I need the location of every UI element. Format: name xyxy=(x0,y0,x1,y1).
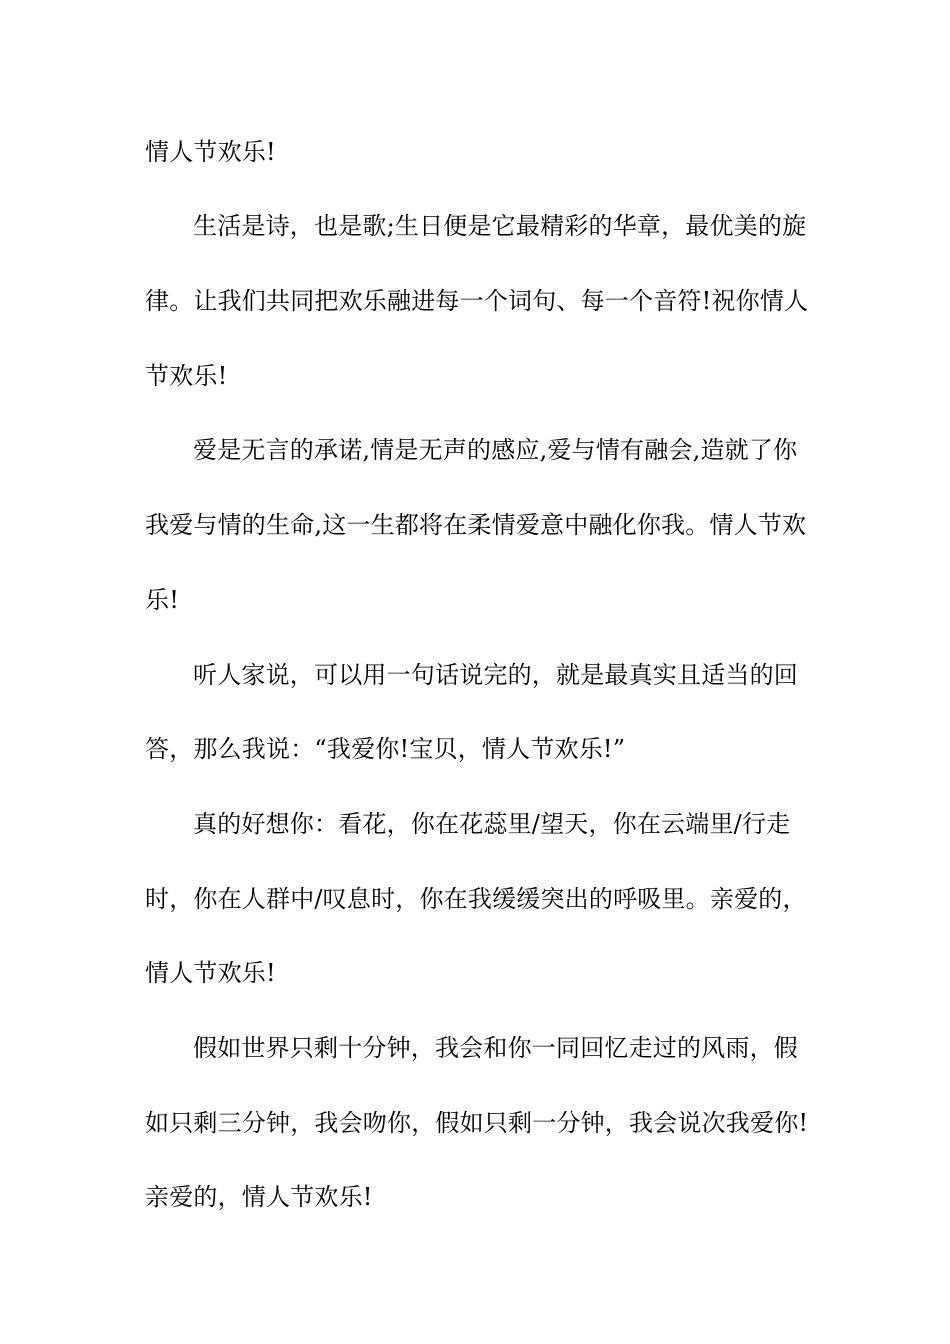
paragraph-first-line: 假如世界只剩十分钟，我会和你一同回忆走过的风雨，假 xyxy=(193,1034,798,1062)
text-line: 情人节欢乐! xyxy=(145,959,276,987)
text-line: 我爱与情的生命,这一生都将在柔情爱意中融化你我。情人节欢 xyxy=(145,511,807,539)
text-line: 律。让我们共同把欢乐融进每一个词句、每一个音符!祝你情人 xyxy=(145,287,809,315)
text-line: 亲爱的，情人节欢乐! xyxy=(145,1183,373,1211)
text-line: 乐! xyxy=(145,586,180,614)
paragraph-first-line: 真的好想你：看花，你在花蕊里/望天，你在云端里/行走 xyxy=(193,810,791,838)
text-line: 时，你在人群中/叹息时，你在我缓缓突出的呼吸里。亲爱的， xyxy=(145,885,807,913)
paragraph-first-line: 生活是诗，也是歌;生日便是它最精彩的华章，最优美的旋 xyxy=(193,212,807,240)
text-line: 如只剩三分钟，我会吻你，假如只剩一分钟，我会说次我爱你! xyxy=(145,1109,809,1137)
text-line: 节欢乐! xyxy=(145,362,228,390)
text-line: 情人节欢乐! xyxy=(145,138,276,166)
paragraph-first-line: 听人家说，可以用一句话说完的，就是最真实且适当的回 xyxy=(193,661,798,689)
paragraph-first-line: 爱是无言的承诺,情是无声的感应,爱与情有融会,造就了你 xyxy=(193,436,798,464)
text-line: 答，那么我说：“我爱你!宝贝，情人节欢乐!” xyxy=(145,735,626,763)
